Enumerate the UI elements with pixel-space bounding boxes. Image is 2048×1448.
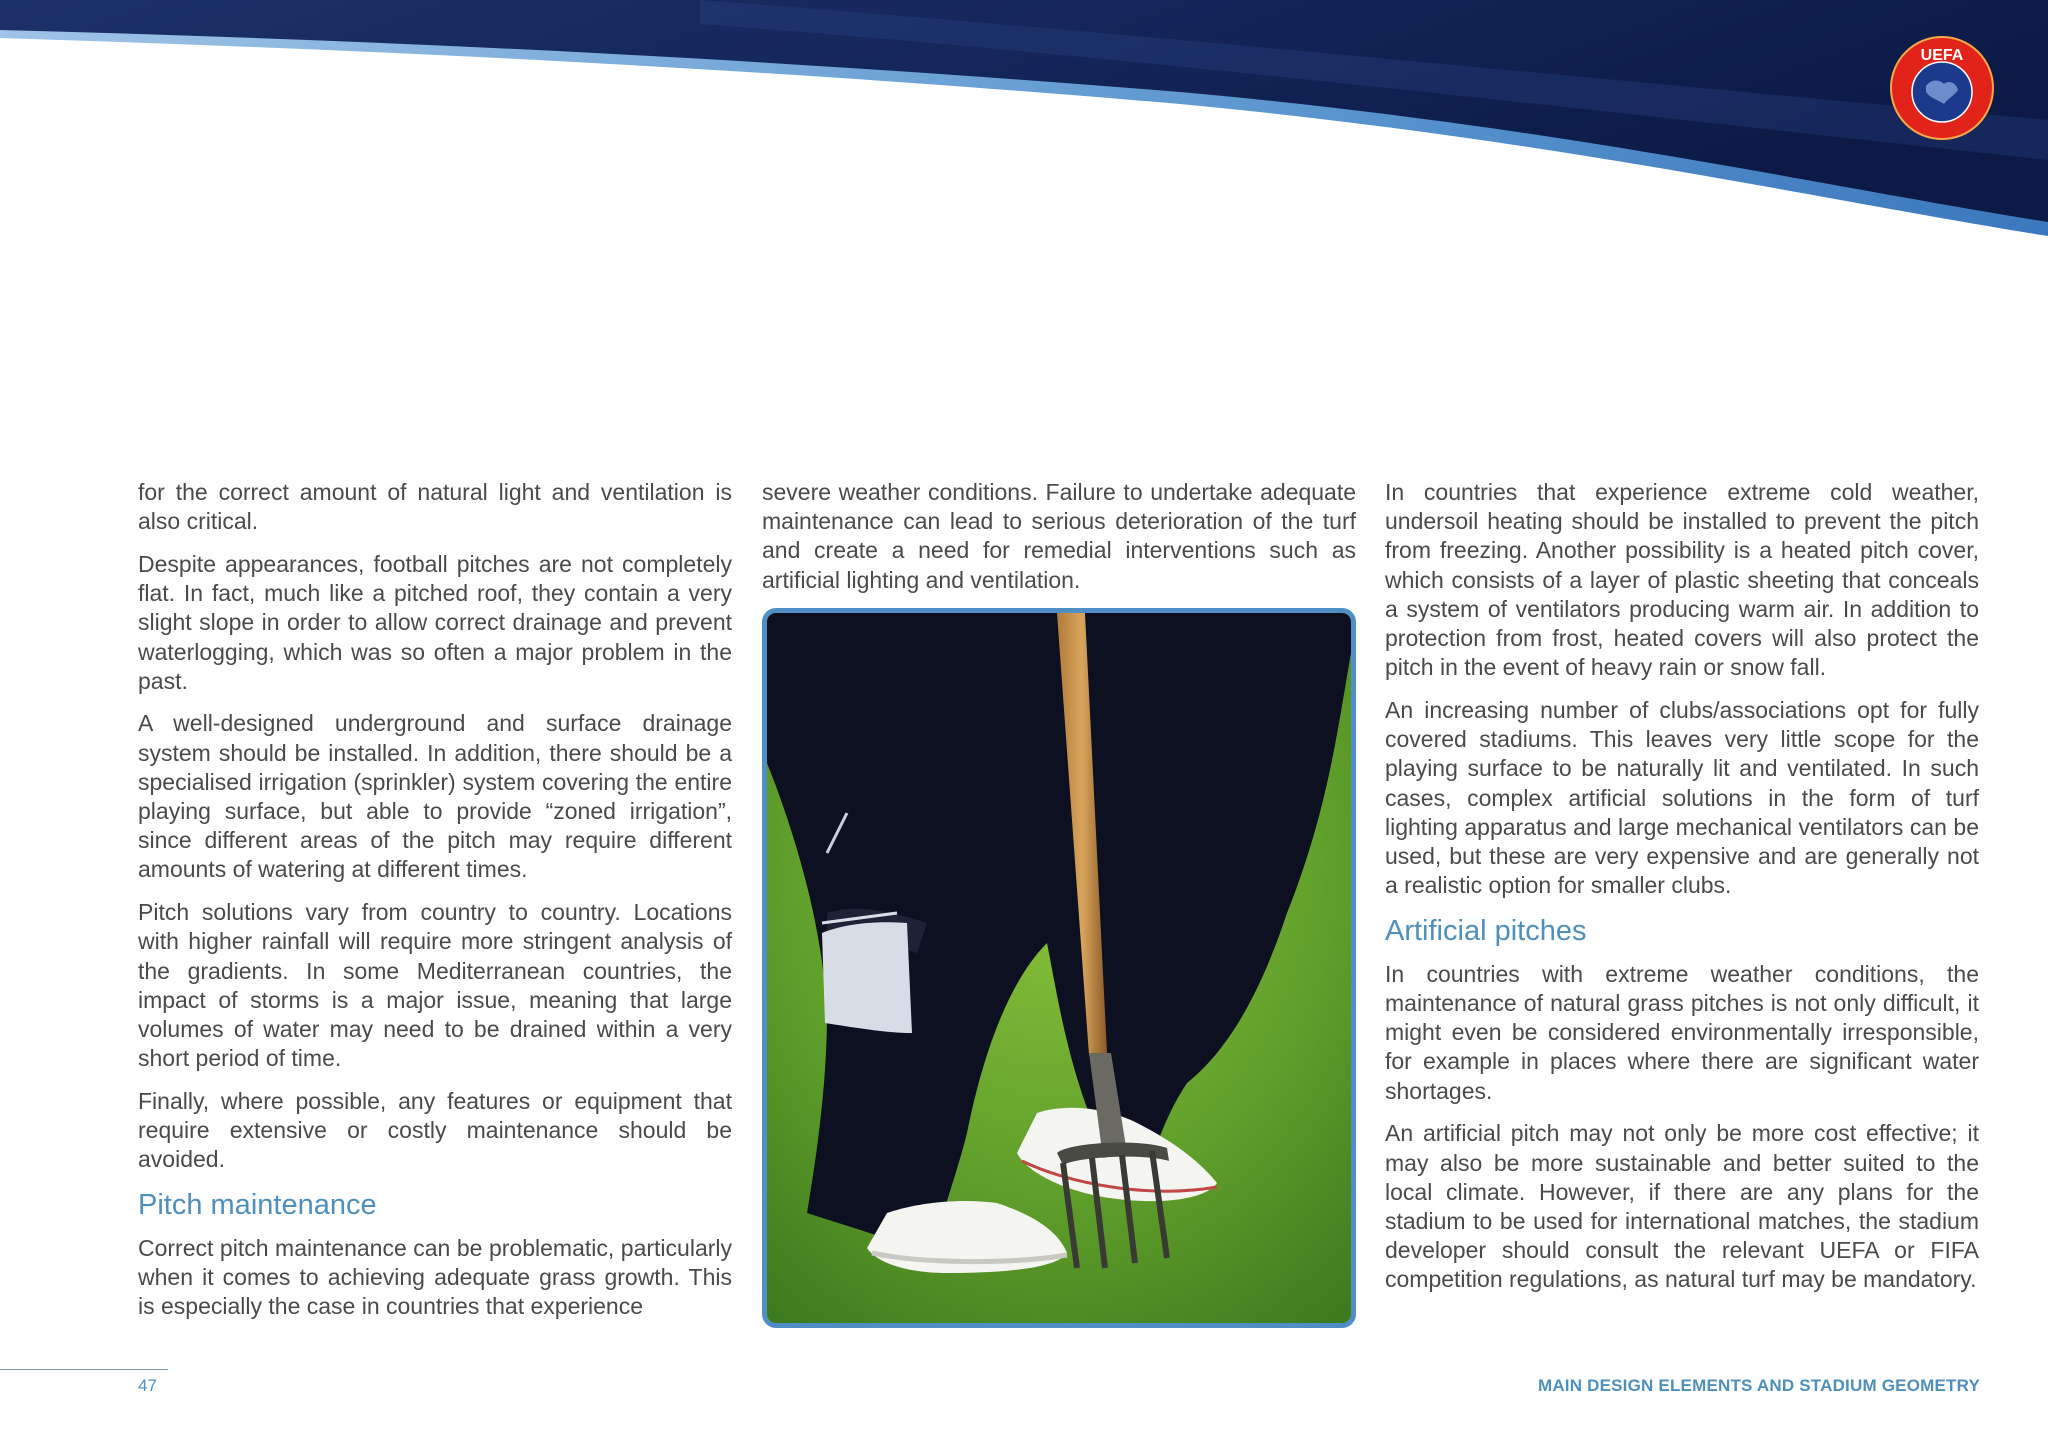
text-column-1 [138,478,732,1335]
section-heading: Pitch maintenance [138,1188,377,1221]
page-number: 47 [138,1376,157,1395]
footer-divider [0,1369,168,1370]
paragraph: for the correct amount of natural light and ventilation is also critical. [138,479,732,535]
uefa-logo-icon [1888,34,1996,142]
logo-text: UEFA [1920,47,1964,64]
paragraph: severe weather conditions. Failure to undertake adequate maintenance can lead to serious deterioration of the turf and create a need for remedial interventions such as artificial lighting and ventilation. [762,479,1356,593]
pitch-fork-photo [762,608,1356,1328]
header-banner [0,0,2048,260]
paragraph: A well-designed underground and surface drainage system should be installed. In addition, there should be a specialised irrigation (sprinkler) system covering the entire playing surface, but able to provide “zoned irrigation”, since different areas of the pitch may require different amounts of watering at different times. [138,710,732,883]
paragraph: An increasing number of clubs/associations opt for fully covered stadiums. This leaves very little scope for the playing surface to be naturally lit and ventilated. In such cases, complex artificial solutions in the form of turf lighting apparatus and large mechanical ventilators can be used, but these are very expensive and are generally not a realistic option for smaller clubs. [1385,696,1979,899]
footer-section-title: MAIN DESIGN ELEMENTS AND STADIUM GEOMETRY [1537,1376,1980,1395]
paragraph: Pitch solutions vary from country to country. Locations with higher rainfall will require more stringent analysis of the gradients. In some Mediterranean countries, the impact of storms is a major issue, meaning that large volumes of water may need to be drained within a very short period of time. [138,899,732,1072]
paragraph: An artificial pitch may not only be more cost effective; it may also be more sustainable and better suited to the local climate. However, if there are any plans for the stadium to be used for international matches, the stadium developer should consult the relevant UEFA or FIFA competition regulations, as natural turf may be mandatory. [1385,1120,1979,1293]
paragraph: Finally, where possible, any features or equipment that require extensive or costly maintenance should be avoided. [138,1087,732,1173]
section-heading: Artificial pitches [1385,914,1587,947]
text-column-3 [1385,478,1979,1308]
paragraph: In countries that experience extreme cold weather, undersoil heating should be installed to prevent the pitch from freezing. Another possibility is a heated pitch cover, which consists of a layer of plastic sheeting that conceals a system of ventilators producing warm air. In addition to protection from frost, heated covers will also protect the pitch in the event of heavy rain or snow fall. [1385,479,1979,681]
paragraph: Despite appearances, football pitches are not completely flat. In fact, much like a pitched roof, they contain a very slight slope in order to allow correct drainage and prevent waterlogging, which was so often a major problem in the past. [138,550,732,694]
paragraph: In countries with extreme weather conditions, the maintenance of natural grass pitches is not only difficult, it might even be considered environmentally irresponsible, for example in places where there are significant water shortages. [1385,960,1979,1104]
text-column-2 [762,478,1356,608]
paragraph: Correct pitch maintenance can be problematic, particularly when it comes to achieving adequate grass growth. This is especially the case in countries that experience [138,1234,732,1320]
